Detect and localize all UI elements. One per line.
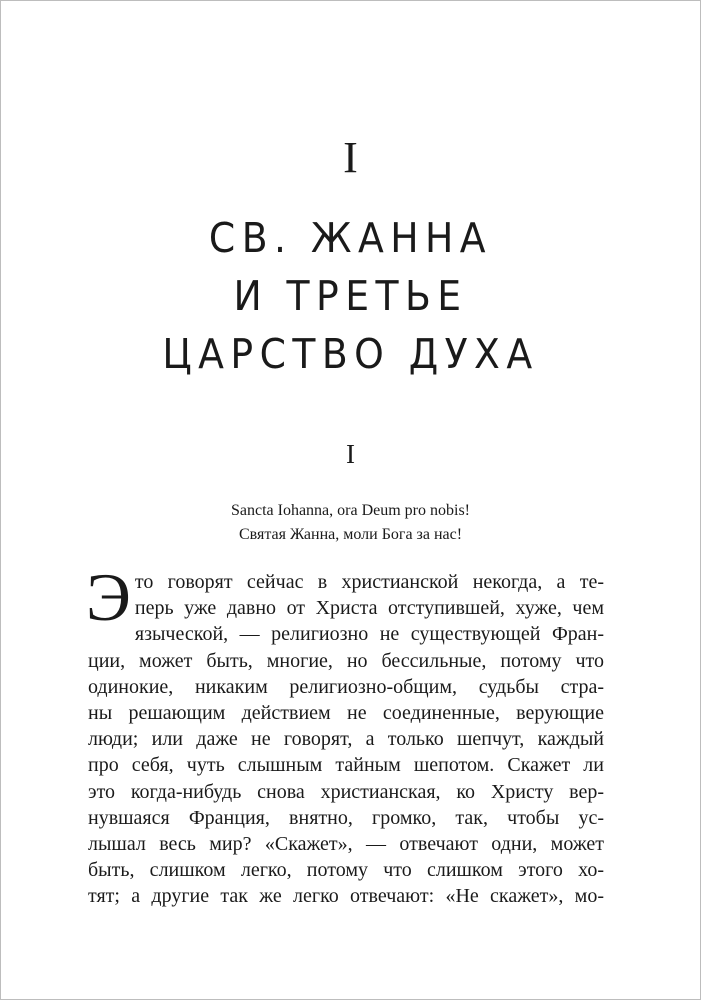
drop-cap: Э — [86, 559, 131, 635]
text-line: люди; или даже не говорят, а только шепчут, каждый — [88, 728, 604, 751]
epigraph-russian: Святая Жанна, моли Бога за нас! — [238, 526, 463, 543]
text-line: языческой, — религиозно не существующей Фран- — [134, 623, 604, 646]
text-line: нувшаяся Франция, внятно, громко, так, чтобы ус- — [88, 806, 604, 829]
chapter-title-line: ЦАРСТВО ДУХА — [162, 330, 539, 378]
text-line: это когда-нибудь снова христианская, ко Христу вер- — [88, 780, 604, 803]
epigraph-latin: Sancta Iohanna, ora Deum pro nobis! — [230, 502, 471, 519]
text-line: быть, слишком легко, потому что слишком этого хо- — [88, 859, 604, 882]
chapter-title-line: СВ. ЖАННА — [208, 214, 493, 262]
text-line: перь уже давно от Христа отступившей, хуже, чем — [134, 597, 604, 620]
text-line: одинокие, никаким религиозно-общим, судьбы стра- — [88, 675, 604, 698]
text-line: то говорят сейчас в христианской некогда, а те- — [134, 571, 604, 593]
text-line: про себя, чуть слышным тайным шепотом. Скажет ли — [88, 754, 604, 777]
body-text — [86, 559, 604, 910]
chapter-number: I — [343, 133, 358, 182]
chapter-title-line: И ТРЕТЬЕ — [233, 272, 468, 320]
chapter-title — [29, 209, 672, 383]
section-number: I — [346, 439, 355, 469]
text-line: ции, может быть, многие, но бессильные, потому что — [88, 649, 604, 672]
text-line: ны решающим действием не соединенные, верующие — [88, 702, 604, 725]
epigraph — [1, 499, 700, 547]
text-line: лышал весь мир? «Скажет», — отвечают одни, может — [88, 833, 604, 856]
text-line: тят; а другие так же легко отвечают: «Не скажет», мо- — [88, 885, 604, 908]
